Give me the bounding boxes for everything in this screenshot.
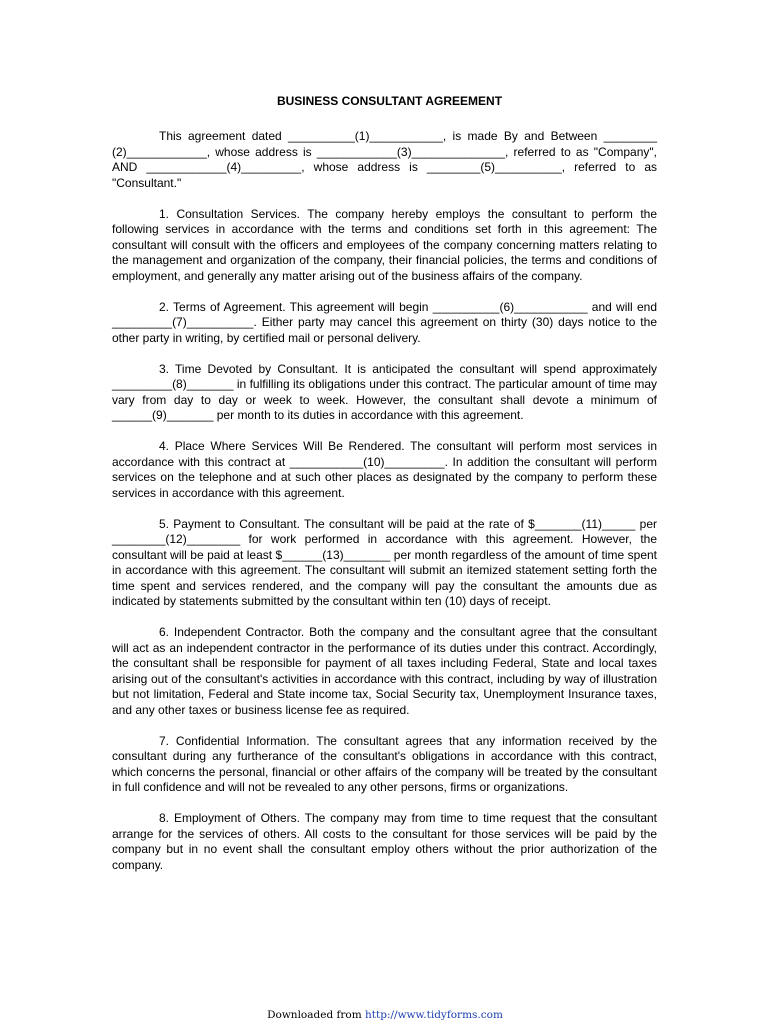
paragraph-intro: This agreement dated __________(1)___________, is made By and Between ________ (2)____________, whose address is ____________(3)______________, referred to as "Company", AND ____________(4)_________, whose address is ________(5)__________, referred to as "Consultant." (112, 129, 657, 190)
paragraph-employment-of-others: 8. Employment of Others. The company may from time to time request that the consultant arrange for the services of others. All costs to the consultant for those services will be paid by the company but in no event shall the consultant employ others without the prior authorization of the company. (112, 811, 657, 872)
paragraph-terms-of-agreement: 2. Terms of Agreement. This agreement will begin __________(6)___________ and will end _________(7)__________. Either party may cancel this agreement on thirty (30) days notice to the other party in writing, by certified mail or personal delivery. (112, 299, 657, 345)
paragraph-independent-contractor: 6. Independent Contractor. Both the company and the consultant agree that the consultant will act as an independent contractor in the performance of its duties under this contract. Accordingly, the consultant shall be responsible for payment of all taxes including Federal, State and local taxes arising out of the consultant's activities in accordance with this contract, including by way of illustration but not limitation, Federal and State income tax, Social Security tax, Unemployment Insurance taxes, and any other taxes or business license fee as required. (112, 625, 657, 717)
paragraph-consultation-services: 1. Consultation Services. The company hereby employs the consultant to perform the following services in accordance with the terms and conditions set forth in this agreement: The consultant will consult with the officers and employees of the company concerning matters relating to the management and organization of the company, their financial policies, the terms and conditions of employment, and generally any matter arising out of the business affairs of the company. (112, 206, 657, 283)
download-footer (0, 1008, 770, 1022)
paragraph-place-of-services: 4. Place Where Services Will Be Rendered. The consultant will perform most services in accordance with this contract at ___________(10)_________. In addition the consultant will perform services on the telephone and at such other places as designated by the company to perform these services in accordance with this agreement. (112, 439, 657, 500)
footer-link[interactable]: http://www.tidyforms.com (365, 1009, 503, 1021)
paragraph-time-devoted: 3. Time Devoted by Consultant. It is anticipated the consultant will spend approximately _________(8)_______ in fulfilling its obligations under this contract. The particular amount of time may vary from day to day or week to week. However, the consultant shall devote a minimum of ______(9)_______ per month to its duties in accordance with this agreement. (112, 361, 657, 422)
footer-label: Downloaded from (267, 1009, 366, 1021)
document-page (112, 93, 657, 873)
paragraph-confidential-information: 7. Confidential Information. The consultant agrees that any information received by the consultant during any furtherance of the consultant's obligations in accordance with this contract, which concerns the personal, financial or other affairs of the company will be treated by the consultant in full confidence and will not be revealed to any other persons, firms or organizations. (112, 733, 657, 794)
paragraph-payment: 5. Payment to Consultant. The consultant will be paid at the rate of $_______(11)_____ per ________(12)________ for work performed in accordance with this agreement. However, the consultant will be paid at least $______(13)_______ per month regardless of the amount of time spent in accordance with this agreement. The consultant will submit an itemized statement setting forth the time spent and services rendered, and the company will pay the consultant the amounts due as indicated by statements submitted by the consultant within ten (10) days of receipt. (112, 516, 657, 608)
document-title: BUSINESS CONSULTANT AGREEMENT (276, 94, 503, 108)
